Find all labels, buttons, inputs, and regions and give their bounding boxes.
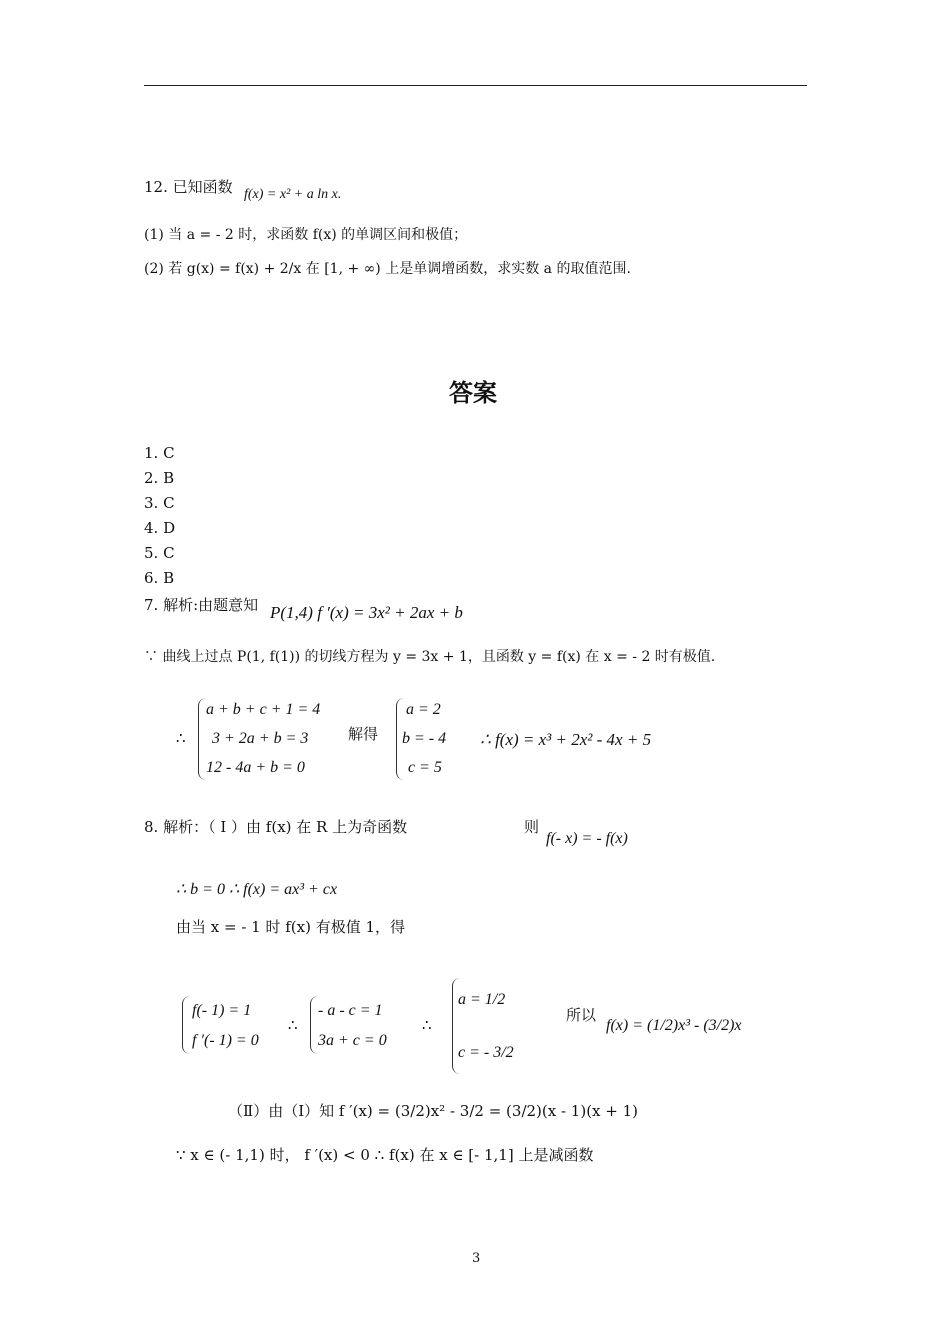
q7-sys2-eq: b = - 4: [402, 730, 447, 747]
q8-result-formula: f(x) = (1/2)x³ - (3/2)x: [606, 1017, 742, 1034]
answer-item: 5. C: [144, 544, 175, 562]
q12-stem-formula: f(x) = x² + a ln x.: [244, 187, 342, 202]
q8-part2: （Ⅱ）由（Ⅰ）知 f ′(x) = (3/2)x² - 3/2 = (3/2)(x - 1)(x + 1): [228, 1102, 639, 1120]
q8-line2: ∴ b = 0 ∴ f(x) = ax³ + cx: [176, 881, 338, 898]
answer-item: 3. C: [144, 494, 175, 512]
answer-item: 2. B: [144, 469, 175, 487]
q7-therefore: ∴: [176, 729, 186, 747]
q8-then-formula: f(- x) = - f(x): [546, 830, 628, 847]
q8-sys3-prefix: ∴: [422, 1016, 432, 1034]
q8-sys3-eq: c = - 3/2: [458, 1044, 514, 1061]
q12-stem-prefix: 12. 已知函数: [144, 178, 233, 196]
page-number: 3: [472, 1251, 481, 1266]
q7-sys1-eq: a + b + c + 1 = 4: [206, 701, 321, 718]
q8-lead: 8. 解析：（ Ⅰ ）由 f(x) 在 R 上为奇函数: [144, 818, 408, 836]
answer-title: 答案: [449, 379, 497, 407]
q7-result: ∴ f(x) = x³ + 2x² - 4x + 5: [480, 730, 652, 749]
q8-sys1-eq: f ′(- 1) = 0: [192, 1032, 259, 1049]
q8-sys2-eq: 3a + c = 0: [318, 1032, 387, 1049]
q7-sys1-eq: 3 + 2a + b = 3: [212, 730, 309, 747]
q8-then-label: 则: [524, 818, 540, 836]
q8-sys3-eq: a = 1/2: [458, 991, 506, 1008]
answer-item: 4. D: [144, 519, 176, 537]
q12-part1: (1) 当 a = - 2 时，求函数 f(x) 的单调区间和极值；: [144, 227, 468, 243]
q7-sys1-eq: 12 - 4a + b = 0: [206, 759, 305, 776]
q8-sys2-eq: - a - c = 1: [318, 1002, 383, 1019]
q8-line3: 由当 x = - 1 时 f(x) 有极值 1，得: [176, 918, 406, 936]
q8-sys2-prefix: ∴: [288, 1016, 298, 1034]
q7-solve-label: 解得: [348, 725, 379, 743]
q8-sys1-eq: f(- 1) = 1: [192, 1002, 252, 1019]
answer-item: 1. C: [144, 444, 175, 462]
q7-sys2-eq: a = 2: [406, 701, 441, 718]
header-rule: [144, 85, 807, 86]
q7-lead-formula: P(1,4) f ′(x) = 3x² + 2ax + b: [270, 603, 463, 622]
q8-result-label: 所以: [566, 1006, 597, 1024]
q8-part2-line2: ∵ x ∈ (- 1,1) 时， f ′(x) < 0 ∴ f(x) 在 x ∈ [- 1,1] 上是减函数: [176, 1146, 594, 1164]
q7-line2: ∵ 曲线上过点 P(1, f(1)) 的切线方程为 y = 3x + 1，且函数 y = f(x) 在 x = - 2 时有极值.: [144, 649, 716, 665]
q12-part2: (2) 若 g(x) = f(x) + 2/x 在 [1, + ∞) 上是单调增函数，求实数 a 的取值范围.: [144, 261, 631, 277]
answer-item: 6. B: [144, 569, 175, 587]
q7-lead: 7. 解析:由题意知: [144, 596, 259, 614]
q7-sys2-eq: c = 5: [408, 759, 442, 776]
